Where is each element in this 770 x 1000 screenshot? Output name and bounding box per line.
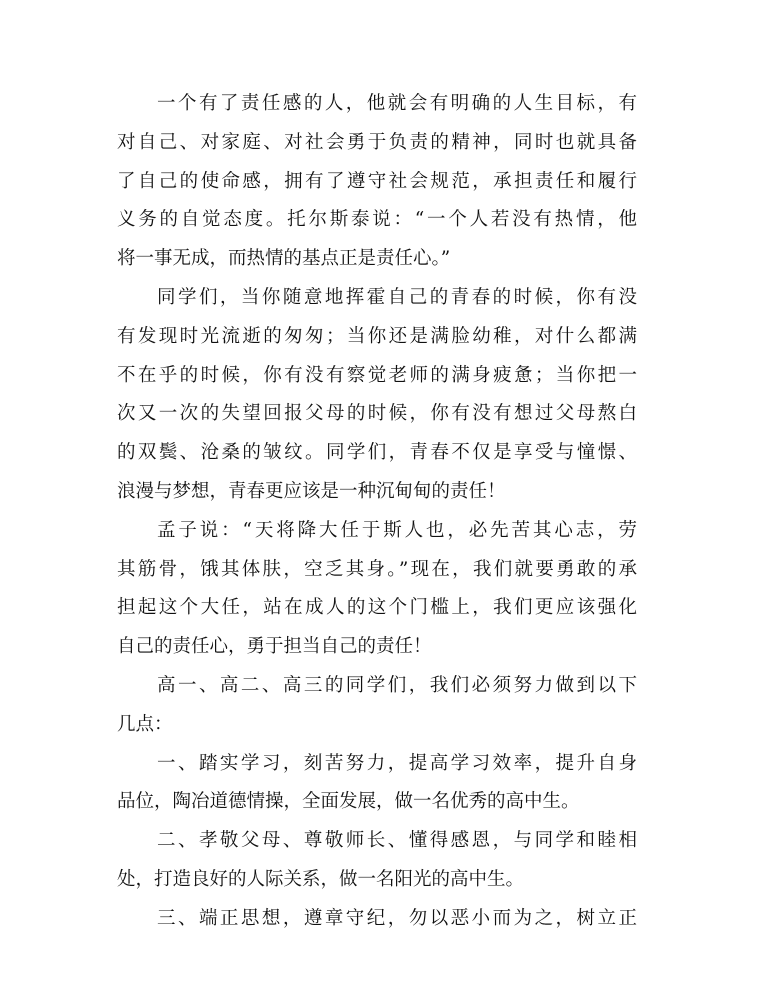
paragraph-1-line-1: 一个有了责任感的人，他就会有明确的人生目标，有: [157, 93, 637, 114]
paragraph-2-line-4: 次又一次的失望回报父母的时候，你有没有想过父母熬白: [117, 403, 637, 425]
paragraph-6-line-2: 处，打造良好的人际关系，做一名阳光的高中生。: [117, 868, 525, 890]
paragraph-4-line-2: 几点：: [117, 713, 173, 735]
paragraph-1-line-5: 将一事无成，而热情的基点正是责任心。”: [117, 248, 451, 270]
paragraph-1-line-2: 对自己、对家庭、对社会勇于负责的精神，同时也就具备: [117, 131, 637, 153]
paragraph-4-line-1: 高一、高二、高三的同学们，我们必须努力做到以下: [157, 674, 637, 696]
paragraph-2-line-1: 同学们，当你随意地挥霍自己的青春的时候，你有没: [157, 286, 637, 308]
paragraph-3-line-4: 自己的责任心，勇于担当自己的责任！: [117, 636, 432, 658]
paragraph-2-line-6: 浪漫与梦想，青春更应该是一种沉甸甸的责任！: [117, 480, 506, 502]
paragraph-7-line-1: 三、端正思想，遵章守纪，勿以恶小而为之，树立正: [157, 907, 637, 929]
paragraph-3-line-2: 其筋骨，饿其体肤，空乏其身。”现在，我们就要勇敢的承: [117, 558, 637, 580]
paragraph-5-line-2: 品位，陶冶道德情操，全面发展，做一名优秀的高中生。: [117, 791, 580, 813]
paragraph-1-line-4: 义务的自觉态度。托尔斯泰说：“一个人若没有热情，他: [117, 209, 637, 231]
paragraph-2-line-2: 有发现时光流逝的匆匆；当你还是满脸幼稚，对什么都满: [117, 325, 637, 347]
paragraph-2-line-5: 的双鬓、沧桑的皱纹。同学们，青春不仅是享受与憧憬、: [117, 442, 637, 464]
document-body: [117, 85, 637, 939]
paragraph-1-line-3: 了自己的使命感，拥有了遵守社会规范，承担责任和履行: [117, 170, 637, 192]
paragraph-2-line-3: 不在乎的时候，你有没有察觉老师的满身疲惫；当你把一: [117, 364, 637, 386]
paragraph-6-line-1: 二、孝敬父母、尊敬师长、懂得感恩，与同学和睦相: [157, 830, 637, 852]
paragraph-3-line-3: 担起这个大任，站在成人的这个门槛上，我们更应该强化: [117, 597, 637, 619]
paragraph-3-line-1: 孟子说：“天将降大任于斯人也，必先苦其心志，劳: [157, 519, 637, 541]
paragraph-5-line-1: 一、踏实学习，刻苦努力，提高学习效率，提升自身: [157, 752, 637, 774]
